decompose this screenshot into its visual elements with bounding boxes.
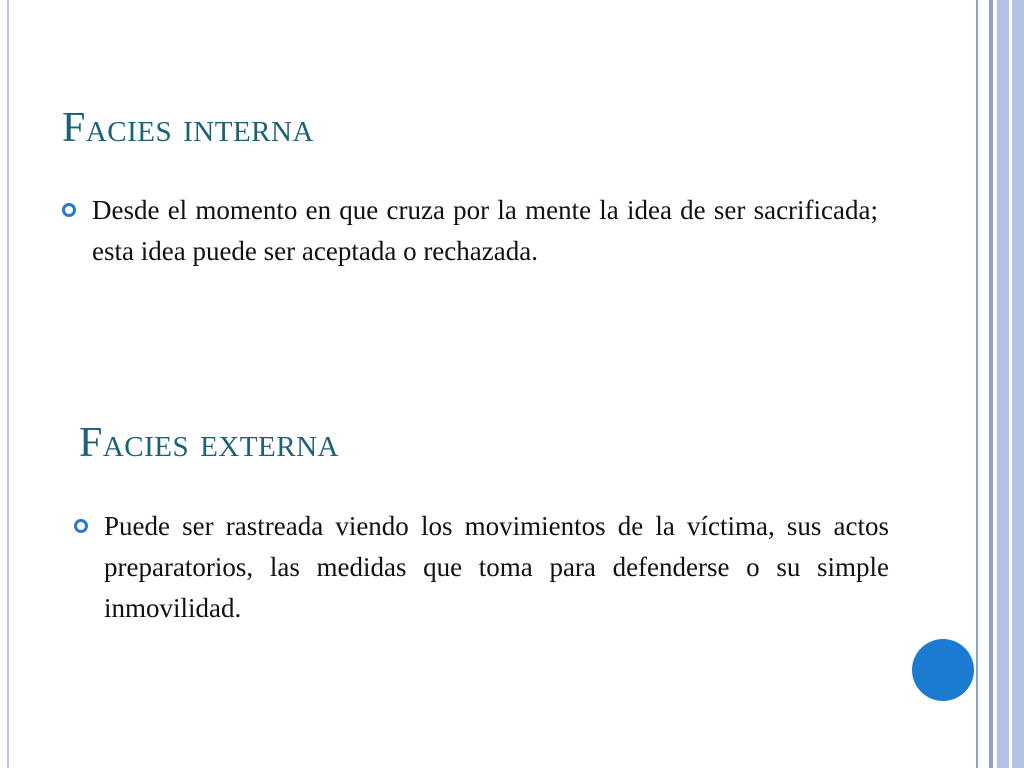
bullet-ring-icon	[74, 519, 88, 533]
section-heading-facies-externa: Facies externa	[79, 420, 339, 466]
section-heading-facies-interna: Facies interna	[62, 105, 314, 151]
bullet-text: Puede ser rastreada viendo los movimientos de la víctima, sus actos preparatorios, las medidas que toma para defenderse o su simple inmovilidad.	[104, 511, 889, 623]
bullet-text: Desde el momento en que cruza por la mente la idea de ser sacrificada; esta idea puede ser aceptada o rechazada.	[92, 195, 878, 266]
bullet-ring-icon	[62, 203, 76, 217]
bullet-item-facies-interna	[62, 190, 878, 272]
right-decorative-frame	[976, 0, 1024, 768]
bullet-item-facies-externa	[74, 506, 889, 629]
left-border-line	[7, 0, 9, 768]
decorative-blue-circle	[912, 639, 974, 701]
